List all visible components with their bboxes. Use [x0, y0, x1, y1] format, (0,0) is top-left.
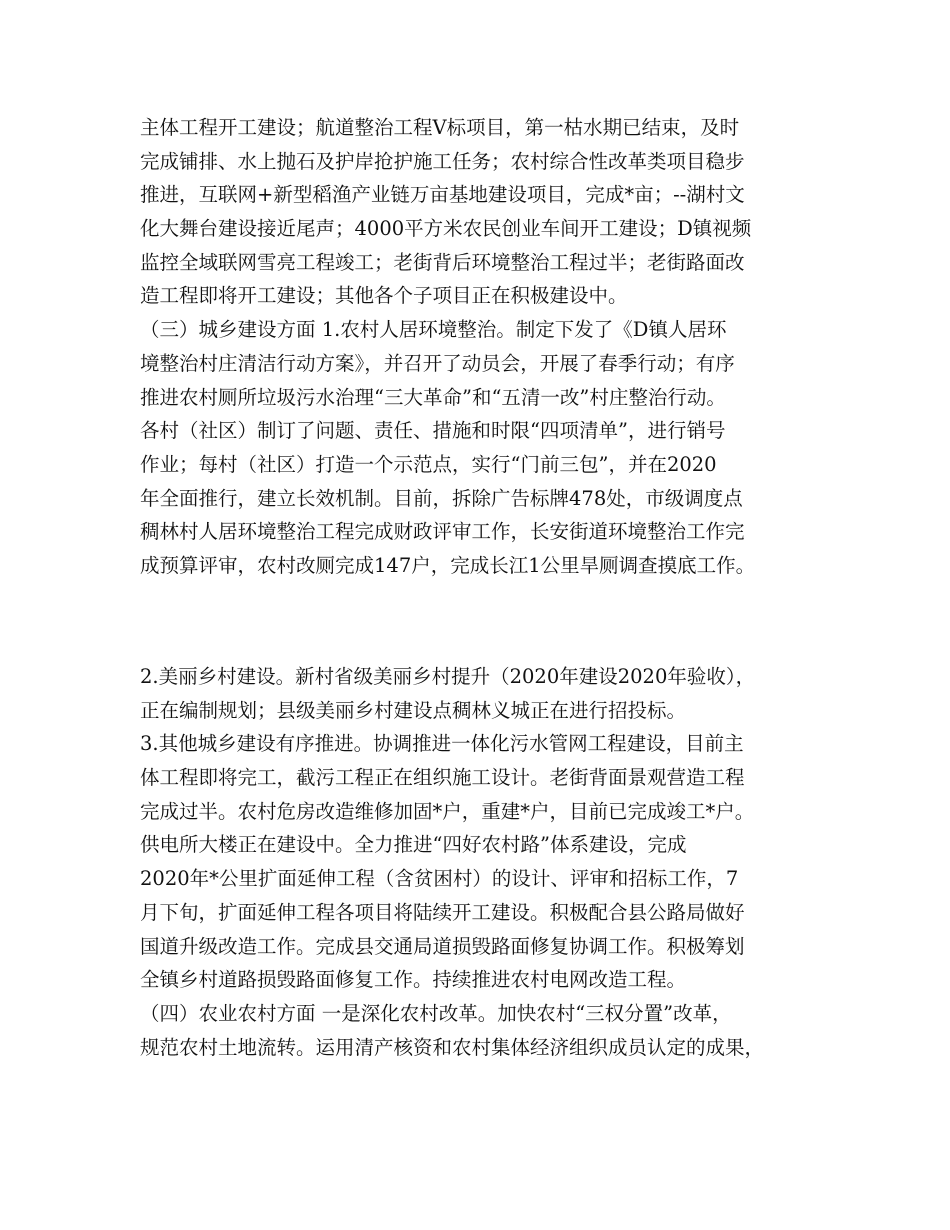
text-line: 2020年*公里扩面延伸工程（含贫困村）的设计、评审和招标工作，7 — [140, 867, 739, 891]
text-line: 化大舞台建设接近尾声；4000平方米农民创业车间开工建设；D镇视频 — [140, 217, 752, 241]
text-line: 体工程即将完工，截污工程正在组织施工设计。老街背面景观营造工程 — [140, 766, 745, 790]
text-line: 月下旬，扩面延伸工程各项目将陆续开工建设。积极配合县公路局做好 — [140, 900, 745, 924]
text-line: 各村（社区）制订了问题、责任、措施和时限“四项清单”，进行销号 — [140, 419, 726, 443]
text-line: 3.其他城乡建设有序推进。协调推进一体化污水管网工程建设，目前主 — [140, 732, 744, 756]
text-line: 作业；每村（社区）打造一个示范点，实行“门前三包”，并在2020 — [140, 452, 717, 476]
text-line: 推进，互联网+新型稻渔产业链万亩基地建设项目，完成*亩；--湖村文 — [140, 183, 745, 207]
text-line: 监控全域联网雪亮工程竣工；老街背后环境整治工程过半；老街路面改 — [140, 250, 745, 274]
text-line: 完成过半。农村危房改造维修加固*户，重建*户，目前已完成竣工*户。 — [140, 799, 755, 823]
text-line: 正在编制规划；县级美丽乡村建设点稠林义城正在进行招投标。 — [140, 698, 687, 722]
text-line: （四）农业农村方面 一是深化农村改革。加快农村“三权分置”改革， — [140, 1001, 732, 1025]
text-line: 2.美丽乡村建设。新村省级美丽乡村提升（2020年建设2020年验收）， — [140, 665, 756, 688]
text-line: 成预算评审，农村改厕完成147户，完成长江1公里旱厕调查摸底工作。 — [140, 553, 756, 577]
text-line: 境整治村庄清洁行动方案》，并召开了动员会，开展了春季行动；有序 — [140, 351, 735, 375]
text-line: 年全面推行，建立长效机制。目前，拆除广告标牌478处，市级调度点 — [140, 486, 743, 510]
text-line: 全镇乡村道路损毁路面修复工作。持续推进农村电网改造工程。 — [140, 968, 687, 992]
paragraph-block-1 — [140, 111, 830, 583]
text-line: 造工程即将开工建设；其他各个子项目正在积极建设中。 — [140, 284, 628, 308]
text-line: 稠林村人居环境整治工程完成财政评审工作，长安街道环境整治工作完 — [140, 520, 745, 544]
text-line: 完成铺排、水上抛石及护岸抢护施工任务；农村综合性改革类项目稳步 — [140, 149, 745, 173]
text-line: 推进农村厕所垃圾污水治理“三大革命”和“五清一改”村庄整治行动。 — [140, 385, 726, 409]
text-line: 主体工程开工建设；航道整治工程Ⅴ标项目，第一枯水期已结束，及时 — [140, 116, 740, 139]
text-line: （三）城乡建设方面 1.农村人居环境整治。制定下发了《D镇人居环 — [140, 318, 727, 342]
text-line: 供电所大楼正在建设中。全力推进“四好农村路”体系建设，完成 — [140, 833, 687, 857]
text-line: 国道升级改造工作。完成县交通局道损毁路面修复协调工作。积极筹划 — [140, 934, 745, 958]
paragraph-block-2 — [140, 660, 830, 1064]
text-line: 规范农村土地流转。运用清产核资和农村集体经济组织成员认定的成果， — [140, 1035, 765, 1059]
